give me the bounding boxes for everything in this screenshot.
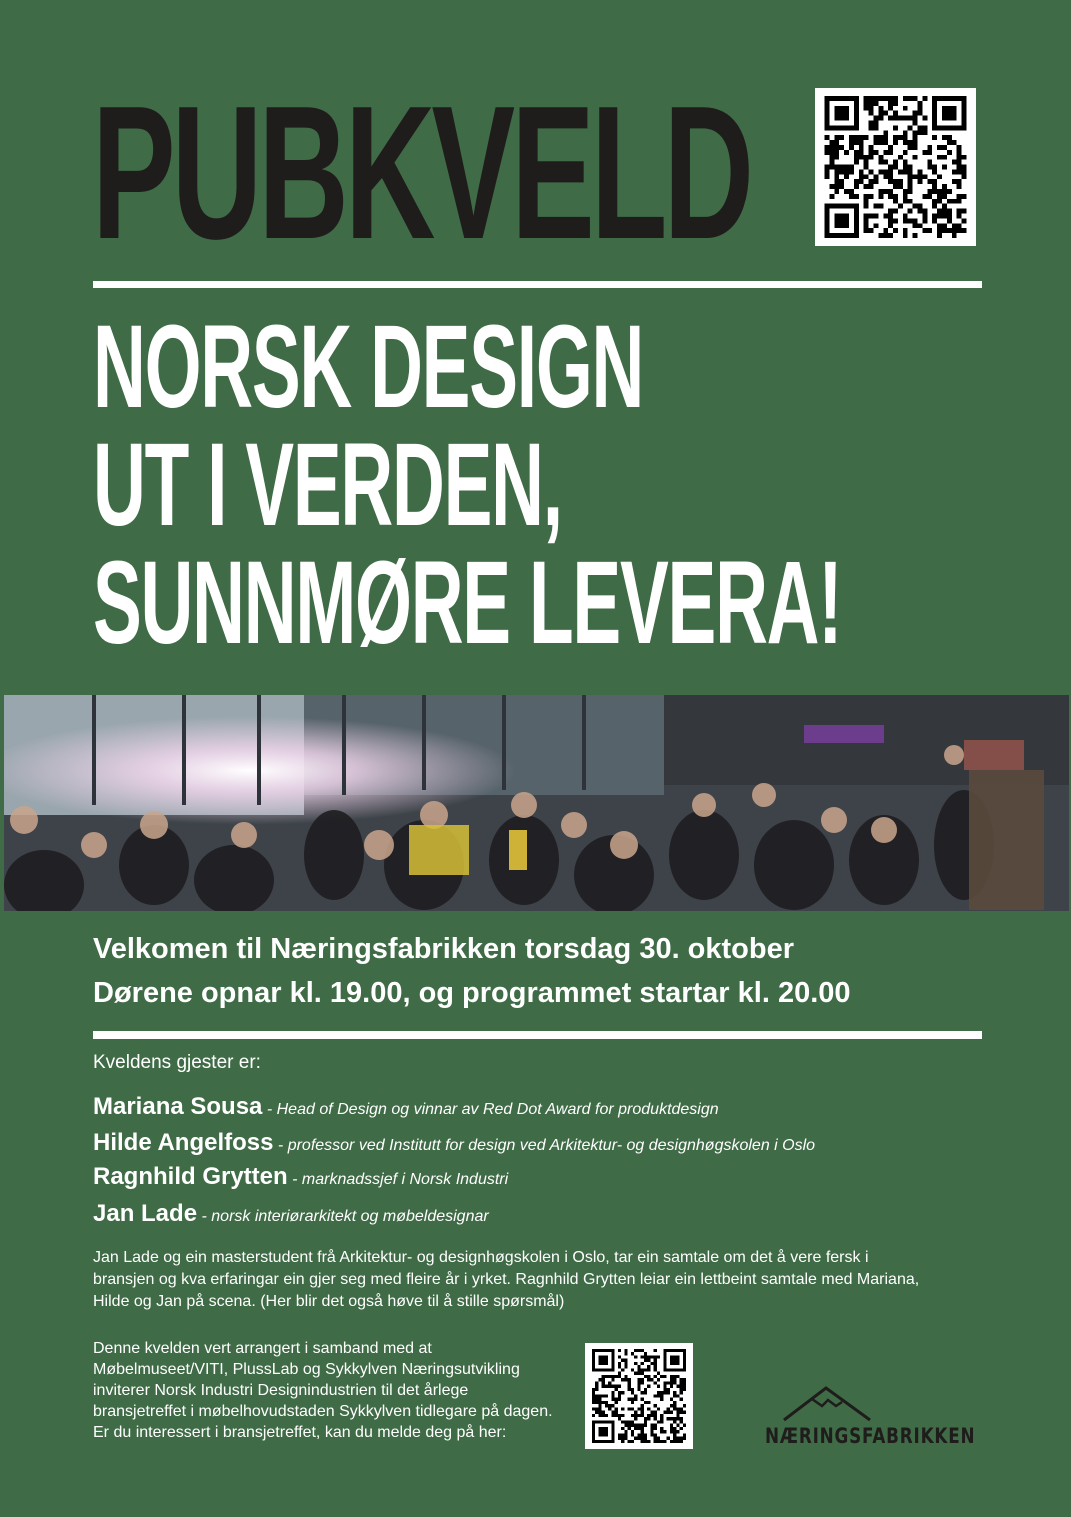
mountain-logo-icon (782, 1384, 872, 1422)
guest-item (93, 1129, 815, 1157)
paragraph-line: Hilde og Jan på scena. (Her blir det også høve til å stille spørsmål) (93, 1293, 565, 1310)
welcome-line: Velkomen til Næringsfabrikken torsdag 30. oktober (93, 933, 795, 965)
guest-name: Hilde Angelfoss (93, 1129, 274, 1156)
headline-line: NORSK DESIGN (93, 301, 644, 433)
arrangement-info (93, 1338, 583, 1443)
guest-name: Jan Lade (93, 1200, 198, 1227)
guest-name: Ragnhild Grytten (93, 1163, 288, 1190)
event-photo (4, 695, 1069, 911)
paragraph-line: bransjetreffet i møbelhovudstaden Sykkylven tidlegare på dagen. (93, 1403, 553, 1420)
poster-title: PUBKVELD (92, 67, 751, 279)
guest-description: - marknadssjef i Norsk Industri (287, 1171, 509, 1188)
paragraph-line: bransjen og kva erfaringar ein gjer seg med fleire år i yrket. Ragnhild Grytten leiar ein lettbeint samtale med Mariana, (93, 1271, 920, 1288)
qr-code-icon[interactable] (815, 88, 976, 246)
divider (93, 281, 982, 288)
headline-line: UT I VERDEN, (93, 419, 562, 551)
guest-item (93, 1163, 508, 1191)
guest-description: - norsk interiørarkitekt og møbeldesignar (197, 1208, 489, 1225)
paragraph-line: Denne kvelden vert arrangert i samband med at (93, 1340, 432, 1357)
registration-qr-code-icon[interactable] (585, 1343, 693, 1449)
program-description (93, 1247, 993, 1313)
guest-item (93, 1093, 719, 1121)
guests-intro: Kveldens gjester er: (93, 1052, 261, 1073)
headline-line: SUNNMØRE LEVERA! (93, 537, 842, 669)
logo-text: NÆRINGSFABRIKKEN (765, 1424, 976, 1448)
guest-description: - Head of Design og vinnar av Red Dot Award for produktdesign (262, 1101, 719, 1118)
naeringsfabrikken-logo (765, 1384, 985, 1454)
paragraph-line: inviterer Norsk Industri Designindustrien til det årlege (93, 1382, 469, 1399)
divider (93, 1031, 982, 1039)
guest-description: - professor ved Institutt for design ved Arkitektur- og designhøgskolen i Oslo (273, 1137, 816, 1154)
paragraph-line: Er du interessert i bransjetreffet, kan du melde deg på her: (93, 1424, 507, 1441)
welcome-line: Dørene opnar kl. 19.00, og programmet startar kl. 20.00 (93, 977, 851, 1009)
headline (93, 301, 842, 669)
welcome-text (93, 927, 851, 1015)
paragraph-line: Møbelmuseet/VITI, PlussLab og Sykkylven Næringsutvikling (93, 1361, 520, 1378)
paragraph-line: Jan Lade og ein masterstudent frå Arkitektur- og designhøgskolen i Oslo, tar ein samtale om det å vere fersk i (93, 1249, 869, 1266)
guest-item (93, 1200, 489, 1228)
guest-name: Mariana Sousa (93, 1093, 263, 1120)
